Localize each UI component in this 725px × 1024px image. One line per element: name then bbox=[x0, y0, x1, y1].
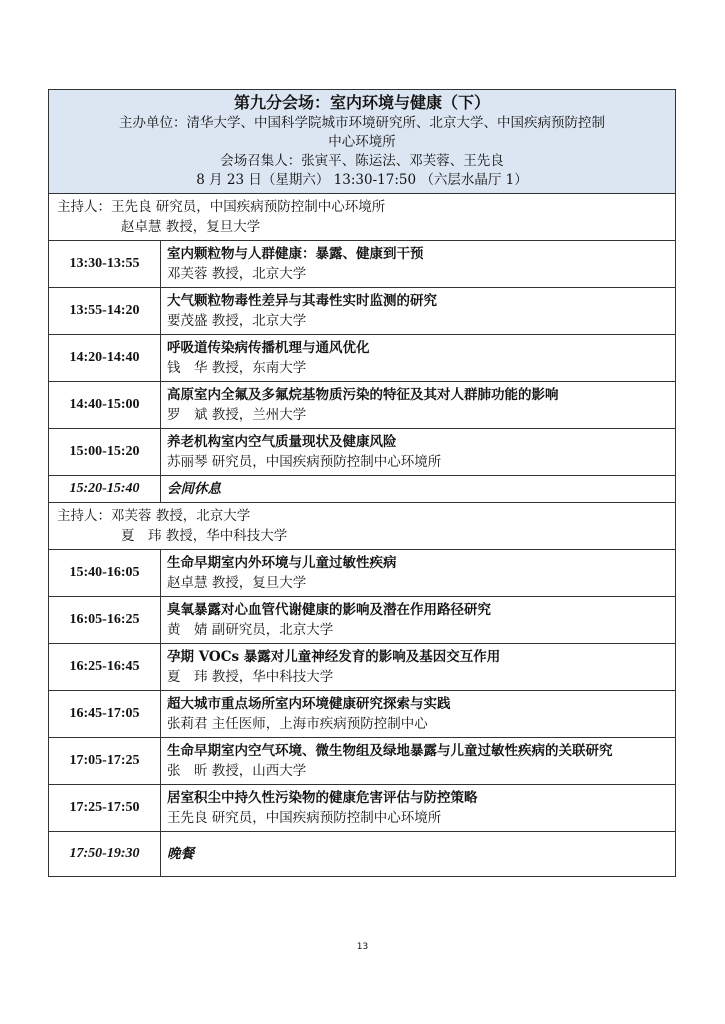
talk-row bbox=[49, 335, 675, 382]
dinner-time: 17:50-19:30 bbox=[49, 832, 161, 876]
organizers-line: 主办单位：清华大学、中国科学院城市环境研究所、北京大学、中国疾病预防控制 bbox=[119, 115, 605, 131]
talk-row bbox=[49, 597, 675, 644]
session-header bbox=[49, 90, 675, 194]
talk-speaker: 赵卓慧 教授，复旦大学 bbox=[167, 575, 307, 591]
talk-row bbox=[49, 550, 675, 597]
talk-row bbox=[49, 429, 675, 476]
break-label: 会间休息 bbox=[167, 481, 221, 497]
talk-topic: 室内颗粒物与人群健康：暴露、健康到干预 bbox=[167, 246, 424, 262]
talk-detail bbox=[161, 241, 675, 287]
talk-row bbox=[49, 691, 675, 738]
break-row bbox=[49, 476, 675, 503]
talk-topic: 臭氧暴露对心血管代谢健康的影响及潜在作用路径研究 bbox=[167, 602, 491, 618]
talk-time: 14:20-14:40 bbox=[49, 335, 161, 381]
talk-detail bbox=[161, 288, 675, 334]
talk-speaker: 黄 婧 副研究员，北京大学 bbox=[167, 622, 334, 638]
talk-speaker: 钱 华 教授，东南大学 bbox=[167, 360, 307, 376]
talk-row bbox=[49, 382, 675, 429]
talk-row bbox=[49, 785, 675, 832]
talk-time: 15:00-15:20 bbox=[49, 429, 161, 475]
chair-block-2 bbox=[49, 503, 675, 550]
talk-detail bbox=[161, 691, 675, 737]
talk-topic: 养老机构室内空气质量现状及健康风险 bbox=[167, 434, 397, 450]
talk-detail bbox=[161, 785, 675, 831]
talk-time: 16:45-17:05 bbox=[49, 691, 161, 737]
talk-time: 17:25-17:50 bbox=[49, 785, 161, 831]
talk-detail bbox=[161, 550, 675, 596]
talk-detail bbox=[161, 644, 675, 690]
talk-time: 14:40-15:00 bbox=[49, 382, 161, 428]
talk-time: 17:05-17:25 bbox=[49, 738, 161, 784]
chair-line: 主持人：邓芙蓉 教授，北京大学 bbox=[57, 508, 251, 524]
talk-speaker: 张 昕 教授，山西大学 bbox=[167, 763, 307, 779]
talk-speaker: 夏 玮 教授，华中科技大学 bbox=[167, 669, 334, 685]
talk-topic: 孕期 VOCs 暴露对儿童神经发育的影响及基因交互作用 bbox=[167, 649, 501, 665]
page-number: 13 bbox=[356, 942, 369, 952]
talk-detail bbox=[161, 382, 675, 428]
talk-topic: 生命早期室内外环境与儿童过敏性疾病 bbox=[167, 555, 397, 571]
break-time: 15:20-15:40 bbox=[49, 476, 161, 502]
talk-time: 13:55-14:20 bbox=[49, 288, 161, 334]
talk-speaker: 邓芙蓉 教授，北京大学 bbox=[167, 266, 307, 282]
talk-topic: 呼吸道传染病传播机理与通风优化 bbox=[167, 340, 370, 356]
talk-speaker: 罗 斌 教授，兰州大学 bbox=[167, 407, 307, 423]
dinner-row bbox=[49, 832, 675, 876]
talk-speaker: 苏丽琴 研究员，中国疾病预防控制中心环境所 bbox=[167, 454, 442, 470]
talk-row bbox=[49, 738, 675, 785]
talk-row bbox=[49, 241, 675, 288]
talk-detail bbox=[161, 335, 675, 381]
talk-row bbox=[49, 288, 675, 335]
chair-block-1 bbox=[49, 194, 675, 241]
talk-time: 16:05-16:25 bbox=[49, 597, 161, 643]
session-title: 第九分会场：室内环境与健康（下） bbox=[233, 93, 490, 112]
dinner-label: 晚餐 bbox=[167, 846, 194, 862]
talk-topic: 居室积尘中持久性污染物的健康危害评估与防控策略 bbox=[167, 790, 478, 806]
conveners-line: 会场召集人：张寅平、陈运法、邓芙蓉、王先良 bbox=[220, 153, 504, 169]
talk-speaker: 王先良 研究员，中国疾病预防控制中心环境所 bbox=[167, 810, 442, 826]
talk-row bbox=[49, 644, 675, 691]
talk-speaker: 张莉君 主任医师，上海市疾病预防控制中心 bbox=[167, 716, 428, 732]
organizers-line-cont: 中心环境所 bbox=[328, 134, 396, 150]
talk-detail bbox=[161, 429, 675, 475]
schedule-table bbox=[48, 89, 676, 877]
talk-time: 15:40-16:05 bbox=[49, 550, 161, 596]
talk-topic: 超大城市重点场所室内环境健康研究探索与实践 bbox=[167, 696, 451, 712]
talk-topic: 生命早期室内空气环境、微生物组及绿地暴露与儿童过敏性疾病的关联研究 bbox=[167, 743, 613, 759]
talk-topic: 高原室内全氟及多氟烷基物质污染的特征及其对人群肺功能的影响 bbox=[167, 387, 559, 403]
talk-time: 16:25-16:45 bbox=[49, 644, 161, 690]
chair-line: 主持人：王先良 研究员，中国疾病预防控制中心环境所 bbox=[57, 199, 386, 215]
talk-speaker: 要茂盛 教授，北京大学 bbox=[167, 313, 307, 329]
talk-detail bbox=[161, 738, 675, 784]
chair-line: 夏 玮 教授，华中科技大学 bbox=[121, 528, 288, 544]
chair-line: 赵卓慧 教授，复旦大学 bbox=[121, 219, 261, 235]
date-line: 8 月 23 日（星期六） 13:30-17:50 （六层水晶厅 1） bbox=[196, 172, 528, 188]
talk-detail bbox=[161, 597, 675, 643]
talk-topic: 大气颗粒物毒性差异与其毒性实时监测的研究 bbox=[167, 293, 437, 309]
talk-time: 13:30-13:55 bbox=[49, 241, 161, 287]
